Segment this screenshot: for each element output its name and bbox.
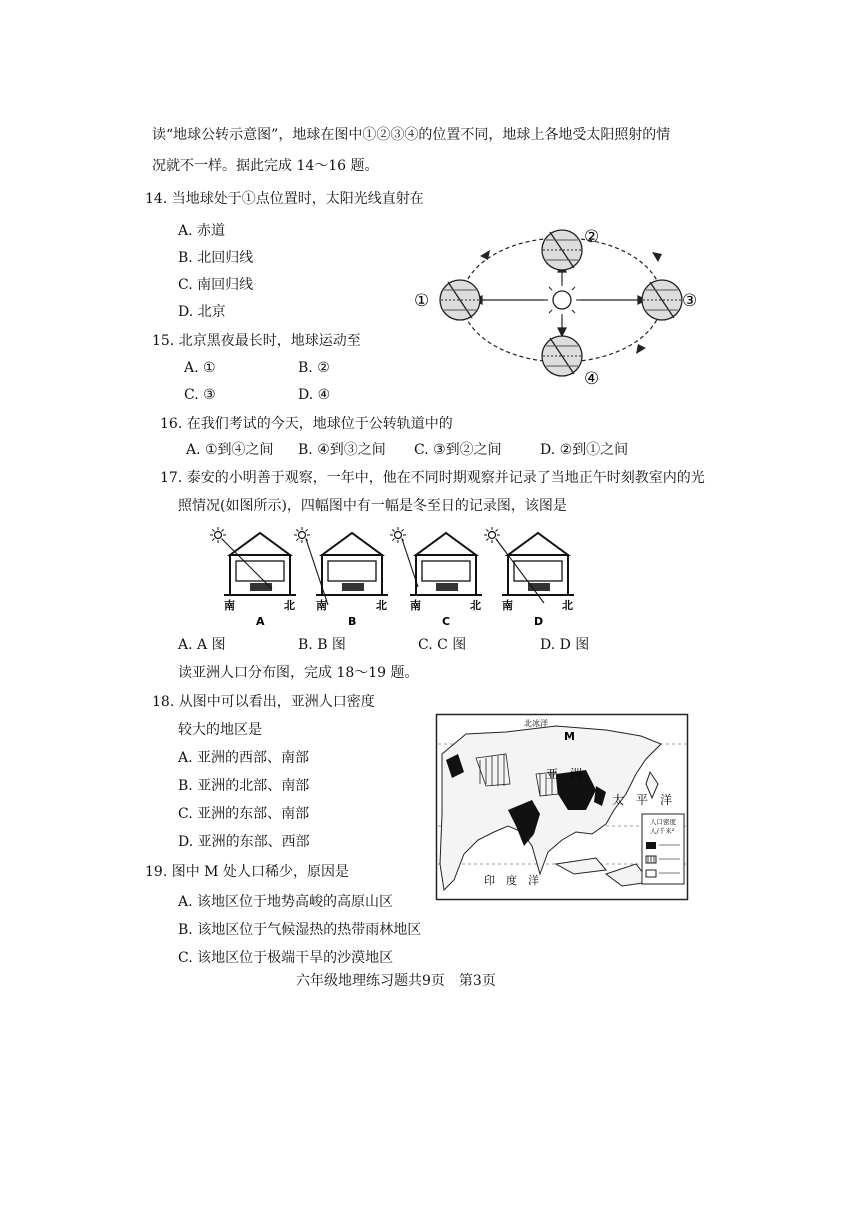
q16-option-d: D. ②到①之间 <box>540 442 629 458</box>
q18-stem-line-1: 18. 从图中可以看出，亚洲人口密度 <box>152 694 375 710</box>
q18-option-c: C. 亚洲的东部、南部 <box>178 806 310 822</box>
house-figure-d <box>484 527 574 628</box>
map-pacific-label: 太 平 洋 <box>612 793 673 807</box>
earth-orbit-diagram <box>400 210 700 390</box>
earth-position-1 <box>440 280 480 320</box>
q17-stem-line-2: 照情况(如图所示)，四幅图中有一幅是冬至日的记录图，该图是 <box>178 498 567 514</box>
q18-option-b: B. 亚洲的北部、南部 <box>178 778 310 794</box>
q17-stem-line-1: 17. 泰安的小明善于观察，一年中，他在不同时期观察并记录了当地正午时刻教室内的光 <box>160 470 705 486</box>
q17-option-b: B. B 图 <box>298 637 346 653</box>
label-south: 南 <box>502 599 513 612</box>
map-legend <box>642 814 684 884</box>
q18-stem-line-2: 较大的地区是 <box>178 722 262 738</box>
house-figure-c <box>390 527 482 628</box>
orbit-label-1: ① <box>414 291 430 311</box>
svg-text:人口密度: 人口密度 <box>650 818 676 826</box>
q15-option-d: D. ④ <box>298 387 331 403</box>
figure-letter: A <box>256 615 265 628</box>
label-north: 北 <box>470 599 481 612</box>
q15-stem: 15. 北京黑夜最长时，地球运动至 <box>152 333 361 349</box>
sun-icon <box>395 532 402 539</box>
q16-option-b: B. ④到③之间 <box>298 442 386 458</box>
map-arctic-label: 北冰洋 <box>524 719 548 728</box>
q17-option-c: C. C 图 <box>418 637 467 653</box>
map-asia-label: 亚 洲 <box>546 767 583 781</box>
label-north: 北 <box>376 599 387 612</box>
map-indian-label: 印 度 洋 <box>484 874 539 887</box>
figure-letter: C <box>442 615 451 628</box>
classroom-sunlight-figure <box>210 525 630 630</box>
svg-text:人/千米²: 人/千米² <box>650 827 675 835</box>
q15-option-a: A. ① <box>184 360 216 376</box>
house-figure-b <box>294 527 388 628</box>
q15-option-c: C. ③ <box>184 387 216 403</box>
sun-icon <box>544 282 580 318</box>
asia-population-map <box>436 714 688 900</box>
earth-position-4 <box>542 336 582 376</box>
q18-option-a: A. 亚洲的西部、南部 <box>178 750 310 766</box>
q19-option-c: C. 该地区位于极端干旱的沙漠地区 <box>178 950 394 966</box>
earth-position-3 <box>642 280 682 320</box>
figure-letter: D <box>534 615 544 628</box>
q14-option-a: A. 赤道 <box>178 223 226 239</box>
label-north: 北 <box>284 599 295 612</box>
q18-option-d: D. 亚洲的东部、西部 <box>178 834 310 850</box>
q14-stem: 14. 当地球处于①点位置时，太阳光线直射在 <box>145 191 424 207</box>
q14-option-d: D. 北京 <box>178 304 226 320</box>
house-figure-a <box>210 527 296 628</box>
label-south: 南 <box>224 599 235 612</box>
sun-icon <box>489 532 496 539</box>
q19-option-b: B. 该地区位于气候湿热的热带雨林地区 <box>178 922 422 938</box>
map-marker-m: M <box>564 730 575 743</box>
q14-option-c: C. 南回归线 <box>178 277 254 293</box>
intro-line-1: 读“地球公转示意图”，地球在图中①②③④的位置不同，地球上各地受太阳照射的情 <box>152 127 671 143</box>
intro-18-19: 读亚洲人口分布图，完成 18～19 题。 <box>178 665 419 681</box>
label-south: 南 <box>410 599 421 612</box>
q19-stem: 19. 图中 M 处人口稀少，原因是 <box>145 864 349 880</box>
q16-stem: 16. 在我们考试的今天，地球位于公转轨道中的 <box>160 416 453 432</box>
q16-option-a: A. ①到④之间 <box>186 442 274 458</box>
sun-icon <box>215 532 222 539</box>
q16-option-c: C. ③到②之间 <box>414 442 502 458</box>
q14-option-b: B. 北回归线 <box>178 250 254 266</box>
orbit-label-4: ④ <box>584 369 600 389</box>
orbit-label-2: ② <box>584 227 600 247</box>
earth-position-2 <box>542 230 582 270</box>
orbit-label-3: ③ <box>682 291 698 311</box>
label-south: 南 <box>316 599 327 612</box>
intro-line-2: 况就不一样。据此完成 14～16 题。 <box>152 158 379 174</box>
q15-option-b: B. ② <box>298 360 330 376</box>
figure-letter: B <box>348 615 357 628</box>
page-footer: 六年级地理练习题共9页 第3页 <box>296 973 496 989</box>
label-north: 北 <box>562 599 573 612</box>
sun-icon <box>299 532 306 539</box>
q17-option-a: A. A 图 <box>178 637 226 653</box>
q17-option-d: D. D 图 <box>540 637 590 653</box>
q19-option-a: A. 该地区位于地势高峻的高原山区 <box>178 894 394 910</box>
